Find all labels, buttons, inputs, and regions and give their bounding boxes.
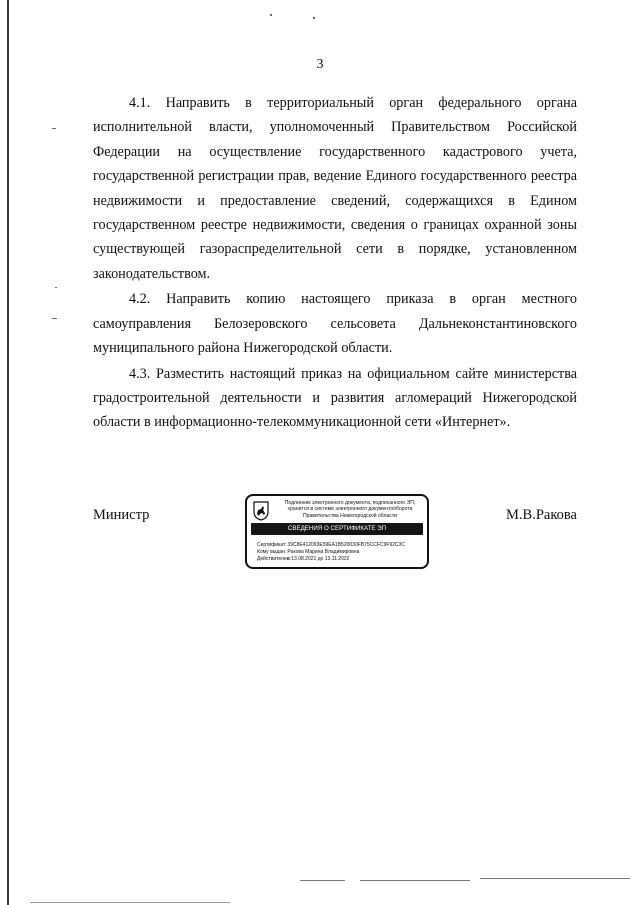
stamp-owner-row <box>257 549 359 555</box>
scan-speck <box>52 128 56 129</box>
electronic-signature-stamp <box>245 494 429 569</box>
certificate-label: Сертификат: <box>257 542 287 548</box>
stamp-header: СВЕДЕНИЯ О СЕРТИФИКАТЕ ЭП <box>251 523 423 535</box>
owner-label: Кому выдан: <box>257 549 287 555</box>
owner-value: Ракова Марина Владимировна <box>287 549 360 555</box>
stamp-validity-row <box>257 556 349 562</box>
validity-label: Действителен: <box>257 556 291 562</box>
certificate-value: 39C8E412093E59EA1B520030FB75CCFC9F92C3C <box>287 542 405 548</box>
scan-bottom-edge <box>480 878 630 879</box>
scan-speck <box>52 318 57 319</box>
paragraph-4-2: 4.2. Направить копию настоящего приказа в орган местного самоуправления Белозеровского сельсовета Дальнеконстантиновского муниципального района Нижегородской области. <box>93 291 577 357</box>
scan-left-edge <box>7 0 9 905</box>
document-body <box>93 91 577 436</box>
stamp-certificate-row <box>257 542 405 548</box>
scan-bottom-edge <box>360 880 470 881</box>
scan-speck <box>313 17 315 19</box>
coat-of-arms-icon <box>253 501 269 521</box>
paragraph-4-1: 4.1. Направить в территориальный орган федерального органа исполнительной власти, уполномоченный Правительством Российской Федерации на осуществление государственного кадастрового учета, государственной регистрации прав, ведение Единого государственного реестра недвижимости и предоставление сведений, содержащихся в Едином государственном реестре недвижимости, сведения о границах охранной зоны существующей газораспределительной сети в порядке, установленном законодательством. <box>93 95 577 282</box>
scan-bottom-edge <box>30 902 230 903</box>
page-number: 3 <box>316 57 324 72</box>
signatory-name: М.В.Ракова <box>506 507 577 523</box>
paragraph-4-3: 4.3. Разместить настоящий приказ на официальном сайте министерства градостроительной деятельности и развития агломераций Нижегородской области в информационно-телекоммуникационной сети «Интернет». <box>93 365 577 431</box>
signatory-position: Министр <box>93 507 150 523</box>
stamp-note: Подлинник электронного документа, подписанного ЭП, хранится в системе электронного документооборота Правительства Нижегородской области <box>284 500 416 519</box>
validity-value: с 13.08.2021 до 13.11.2022 <box>287 556 350 562</box>
scan-bottom-edge <box>300 880 345 881</box>
scan-speck <box>55 287 57 288</box>
scan-speck <box>270 14 272 16</box>
